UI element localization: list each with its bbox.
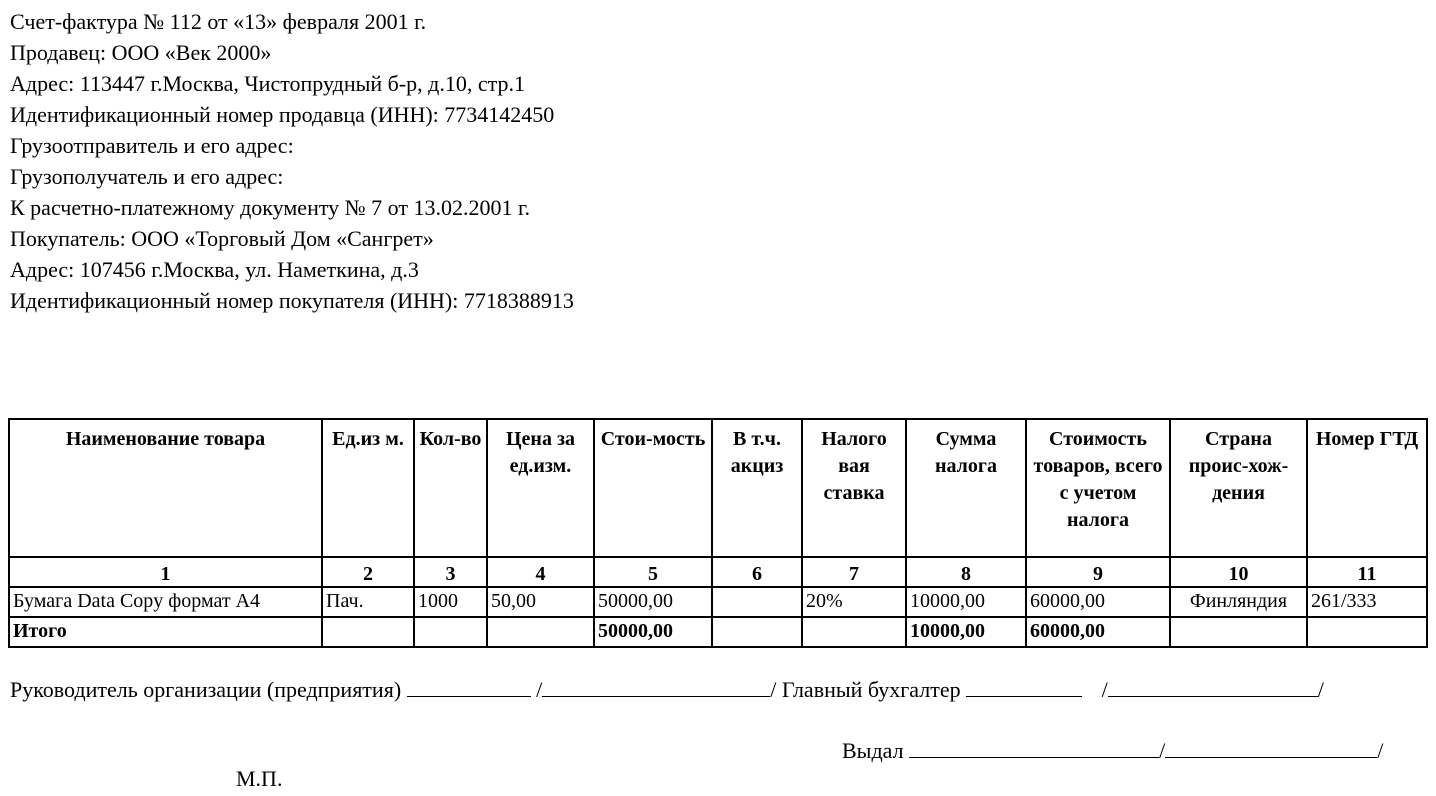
buyer-inn-line: Идентификационный номер покупателя (ИНН): 7718388913 [10, 288, 574, 313]
empty-cell [487, 617, 594, 647]
stamp-place: М.П. [236, 766, 283, 791]
invoice-header [10, 6, 574, 316]
signature-line-issued [842, 738, 1383, 764]
slash-separator: / [1317, 677, 1324, 702]
slash-separator: / [536, 677, 543, 702]
invoice-table [8, 418, 1428, 648]
shipper-line: Грузоотправитель и его адрес: [10, 133, 294, 158]
consignee-line: Грузополучатель и его адрес: [10, 164, 284, 189]
column-header: Налого вая ставка [802, 419, 906, 557]
table-header-row [9, 419, 1427, 557]
empty-cell [322, 617, 414, 647]
item-unit: Пач. [322, 587, 414, 617]
item-tax-sum: 10000,00 [906, 587, 1026, 617]
issued-name-blank [1165, 739, 1377, 758]
column-header: Ед.из м. [322, 419, 414, 557]
item-tax-rate: 20% [802, 587, 906, 617]
item-excise [712, 587, 802, 617]
seller-address-line: Адрес: 113447 г.Москва, Чистопрудный б-р, д.10, стр.1 [10, 71, 526, 96]
empty-cell [712, 617, 802, 647]
empty-cell [1170, 617, 1307, 647]
column-number: 8 [906, 557, 1026, 587]
head-signature-blank [407, 678, 531, 697]
table-row [9, 587, 1427, 617]
column-number: 5 [594, 557, 712, 587]
column-header: Кол-во [414, 419, 487, 557]
column-number: 9 [1026, 557, 1170, 587]
item-cost: 50000,00 [594, 587, 712, 617]
invoice-title: Счет-фактура № 112 от «13» февраля 2001 г. [10, 9, 427, 34]
buyer-line: Покупатель: ООО «Торговый Дом «Сангрет» [10, 226, 434, 251]
slash-separator: / [1159, 738, 1166, 763]
empty-cell [414, 617, 487, 647]
issued-label: Выдал [842, 738, 904, 763]
issued-signature-blank [909, 739, 1159, 758]
signature-line-head [10, 677, 1324, 703]
column-number: 10 [1170, 557, 1307, 587]
accountant-name-blank [1108, 678, 1318, 697]
buyer-address-line: Адрес: 107456 г.Москва, ул. Наметкина, д.3 [10, 257, 419, 282]
total-label: Итого [9, 617, 322, 647]
item-price: 50,00 [487, 587, 594, 617]
column-number: 11 [1307, 557, 1427, 587]
item-name: Бумага Data Copy формат А4 [9, 587, 322, 617]
empty-cell [802, 617, 906, 647]
payment-doc-line: К расчетно-платежному документу № 7 от 13.02.2001 г. [10, 195, 531, 220]
total-cost: 50000,00 [594, 617, 712, 647]
item-total: 60000,00 [1026, 587, 1170, 617]
item-country: Финляндия [1170, 587, 1307, 617]
slash-separator: / [1101, 677, 1108, 702]
total-amount: 60000,00 [1026, 617, 1170, 647]
total-tax-sum: 10000,00 [906, 617, 1026, 647]
column-number: 3 [414, 557, 487, 587]
column-header: Страна проис-хож-дения [1170, 419, 1307, 557]
column-number: 4 [487, 557, 594, 587]
seller-line: Продавец: ООО «Век 2000» [10, 40, 272, 65]
accountant-signature-blank [966, 678, 1082, 697]
column-header: Цена за ед.изм. [487, 419, 594, 557]
head-name-blank [542, 678, 770, 697]
column-number: 7 [802, 557, 906, 587]
slash-separator: / [1377, 738, 1384, 763]
column-header: В т.ч. акциз [712, 419, 802, 557]
column-number: 2 [322, 557, 414, 587]
column-header: Номер ГТД [1307, 419, 1427, 557]
item-qty: 1000 [414, 587, 487, 617]
column-number: 6 [712, 557, 802, 587]
item-gtd: 261/333 [1307, 587, 1427, 617]
column-header: Стоимость товаров, всего с учетом налога [1026, 419, 1170, 557]
column-number: 1 [9, 557, 322, 587]
column-header: Наименование товара [9, 419, 322, 557]
seller-inn-line: Идентификационный номер продавца (ИНН): 7734142450 [10, 102, 555, 127]
head-label: Руководитель организации (предприятия) [10, 677, 402, 702]
column-header: Стои-мость [594, 419, 712, 557]
column-header: Сумма налога [906, 419, 1026, 557]
total-row [9, 617, 1427, 647]
empty-cell [1307, 617, 1427, 647]
column-number-row [9, 557, 1427, 587]
accountant-label: / Главный бухгалтер [770, 677, 961, 702]
